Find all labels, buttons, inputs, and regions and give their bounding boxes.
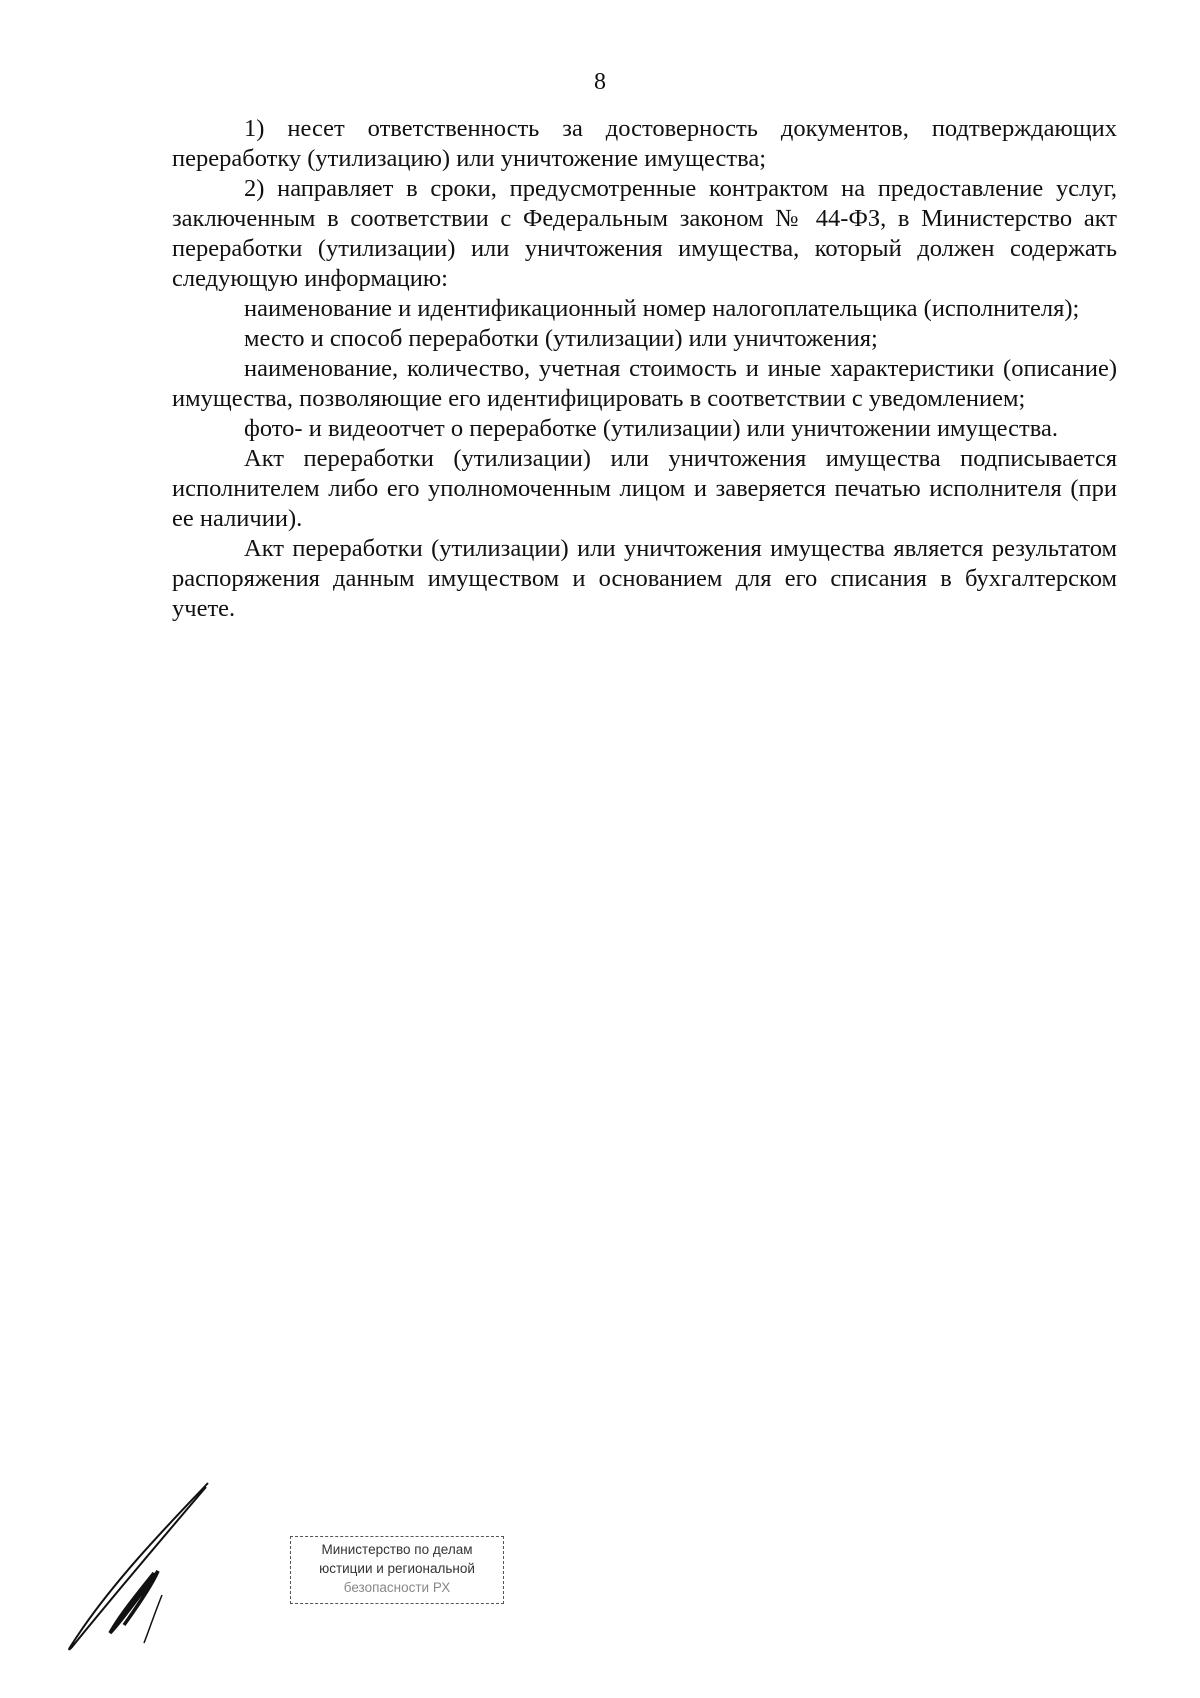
stamp-line-1: Министерство по делам xyxy=(321,1542,473,1557)
paragraph-act-submission: 2) направляет в сроки, предусмотренные контрактом на предоставление услуг, заключенным в соответствии с Федеральным законом № 44-ФЗ, в Министерство акт переработки (утилизации) или уничтожения имущества, который должен содержать следующую информацию: xyxy=(172,175,1117,292)
paragraph-place-method: место и способ переработки (утилизации) или уничтожения; xyxy=(244,325,878,352)
stamp-line-2: юстиции и региональной xyxy=(319,1561,475,1576)
handwritten-signature xyxy=(58,1475,228,1655)
paragraph-taxpayer-id: наименование и идентификационный номер налогоплательщика (исполнителя); xyxy=(244,295,1080,322)
paragraph-act-signing: Акт переработки (утилизации) или уничтожения имущества подписывается исполнителем либо его уполномоченным лицом и заверяется печатью исполнителя (при ее наличии). xyxy=(172,445,1117,532)
page-number: 8 xyxy=(594,69,606,95)
ministry-stamp xyxy=(290,1536,504,1604)
paragraph-photo-video-report: фото- и видеоотчет о переработке (утилизации) или уничтожении имущества. xyxy=(244,415,1058,442)
stamp-line-3: безопасности РХ xyxy=(343,1580,451,1595)
paragraph-responsibility: 1) несет ответственность за достоверность документов, подтверждающих переработку (утилизацию) или уничтожение имущества; xyxy=(172,115,1117,172)
document-body xyxy=(172,114,1117,624)
paragraph-property-description: наименование, количество, учетная стоимость и иные характеристики (описание) имущества, позволяющие его идентифицировать в соответствии с уведомлением; xyxy=(172,355,1117,412)
paragraph-act-result: Акт переработки (утилизации) или уничтожения имущества является результатом распоряжения данным имуществом и основанием для его списания в бухгалтерском учете. xyxy=(172,535,1117,622)
